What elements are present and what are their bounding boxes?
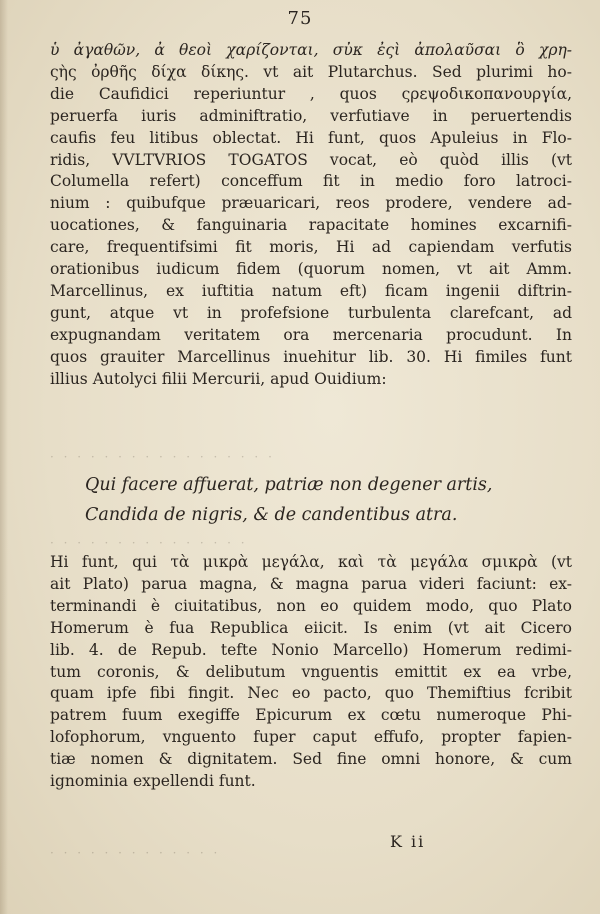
text-line: Hi funt, qui τὰ μικρὰ μεγάλα, καὶ τὰ μεγάλα σμικρὰ (vt: [50, 553, 572, 571]
text-line: ridis, VVLTVRIOS TOGATOS vocat, eò quòd illis (vt: [50, 150, 572, 169]
verse-line: Qui facere affuerat, patriæ non degener artis,: [85, 475, 493, 495]
text-line: peruerfa iuris adminiftratio, verfutiave in peruertendis: [50, 106, 572, 125]
page-number: 75: [287, 8, 313, 29]
text-line: expugnandam veritatem ora mercenaria procudunt. In: [50, 325, 572, 344]
text-line: ςὴς ὀρθῆς δίχα δίκης. vt ait Plutarchus. Sed plurimi ho-: [50, 62, 572, 81]
paragraph-1: [50, 40, 572, 391]
verse-quotation: [85, 470, 535, 530]
text-line: nium : quibufque præuaricari, reos prodere, vendere ad-: [50, 194, 572, 213]
text-line: Homerum è fua Republica eiicit. Is enim (vt ait Cicero: [50, 618, 572, 637]
text-line: lofophorum, vnguento fuper caput effufo, propter fapien-: [50, 728, 572, 747]
text-line: caufis feu litibus oblectat. Hi funt, quos Apuleius in Flo-: [50, 128, 572, 147]
text-line: ὑ ἀγαθῶν, ἀ θεοὶ χαρίζονται, σὐκ ἐςὶ ἀπολαῦσαι ὃ χρη-: [50, 41, 572, 59]
text-line: ait Plato) parua magna, & magna parua videri faciunt: ex-: [50, 574, 572, 593]
text-line: care, frequentifsimi fit moris, Hi ad capiendam verfutis: [50, 238, 572, 257]
text-line: terminandi è ciuitatibus, non eo quidem modo, quo Plato: [50, 596, 572, 615]
text-line: tiæ nomen & dignitatem. Sed fine omni honore, & cum: [50, 750, 572, 769]
text-line: patrem fuum exegiffe Epicurum ex cœtu numeroque Phi-: [50, 706, 572, 725]
signature-mark: K ii: [390, 832, 426, 851]
text-line: Marcellinus, ex iuftitia natum eft) ficam ingenii diftrin-: [50, 281, 572, 300]
text-line: uocationes, & fanguinaria rapacitate homines excarnifi-: [50, 216, 572, 235]
text-line: gunt, atque vt in profefsione turbulenta clarefcant, ad: [50, 303, 572, 322]
verse-line: Candida de nigris, & de candentibus atra.: [85, 505, 458, 525]
show-through-text: · · · · · · · · · · · · · · · · ·: [50, 450, 275, 464]
show-through-text: · · · · · · · · · · · · ·: [50, 846, 221, 860]
text-line: orationibus iudicum fidem (quorum nomen, vt ait Amm.: [50, 260, 572, 279]
text-line: illius Autolyci filii Mercurii, apud Ouidium:: [50, 369, 387, 388]
text-line: Columella refert) conceffum fit in medio foro latroci-: [50, 172, 572, 191]
text-line: die Caufidici reperiuntur , quos ςρεψοδικοπανουργία,: [50, 84, 572, 103]
text-line: quam ipfe fibi fingit. Nec eo pacto, quo Themiftius fcribit: [50, 684, 572, 703]
text-line: quos grauiter Marcellinus inuehitur lib. 30. Hi fimiles funt: [50, 347, 572, 366]
text-line: lib. 4. de Repub. tefte Nonio Marcello) Homerum redimi-: [50, 640, 572, 659]
paragraph-2: [50, 552, 572, 793]
page-gutter-shadow: [0, 0, 8, 914]
text-line: tum coronis, & delibutum vnguentis emittit ex ea vrbe,: [50, 662, 572, 681]
show-through-text: · · · · · · · · · · · · · · ·: [50, 536, 248, 550]
text-line: ignominia expellendi funt.: [50, 772, 256, 791]
